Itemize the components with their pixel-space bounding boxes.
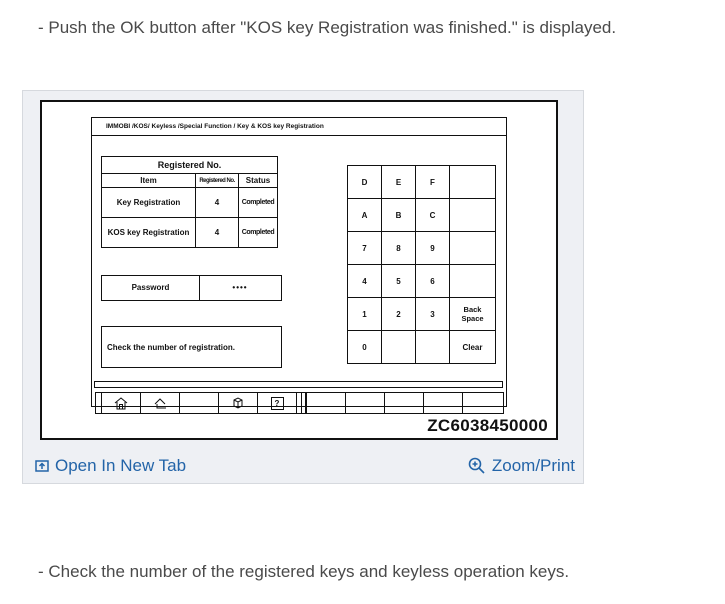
key-f[interactable]: F	[416, 166, 450, 199]
open-in-new-tab-label: Open In New Tab	[55, 456, 187, 475]
scroll-bar[interactable]	[94, 381, 503, 388]
key-blank[interactable]	[450, 265, 496, 298]
key-9[interactable]: 9	[416, 232, 450, 265]
header-item: Item	[102, 174, 196, 188]
zoom-print-label: Zoom/Print	[491, 456, 575, 475]
key-a[interactable]: A	[348, 199, 382, 232]
home-icon	[113, 396, 129, 410]
table-row	[102, 188, 278, 218]
row-status: Completed	[239, 188, 278, 218]
row-count: 4	[196, 188, 239, 218]
keypad	[347, 165, 496, 364]
row-item: KOS key Registration	[102, 218, 196, 248]
registered-table	[101, 156, 278, 248]
row-count: 4	[196, 218, 239, 248]
key-0[interactable]: 0	[348, 331, 382, 364]
key-b[interactable]: B	[382, 199, 416, 232]
up-icon	[152, 396, 168, 410]
header-registered-no: Registered No.	[196, 174, 239, 188]
key-blank[interactable]	[382, 331, 416, 364]
function-slot[interactable]	[462, 392, 504, 414]
function-slot[interactable]	[384, 392, 424, 414]
blank-button[interactable]	[179, 392, 219, 414]
instruction-step-check: - Check the number of the registered keys and keyless operation keys.	[38, 562, 570, 581]
breadcrumb: IMMOBI /KOS/ Keyless /Special Function / Key & KOS key Registration	[92, 118, 506, 136]
figure-frame	[40, 100, 558, 440]
password-value: ••••	[232, 283, 248, 292]
key-4[interactable]: 4	[348, 265, 382, 298]
key-2[interactable]: 2	[382, 298, 416, 331]
registered-title: Registered No.	[102, 157, 278, 174]
password-field[interactable]	[101, 275, 282, 301]
help-button[interactable]	[257, 392, 297, 414]
help-icon: ?	[271, 397, 284, 410]
function-slot[interactable]	[423, 392, 463, 414]
table-row	[102, 218, 278, 248]
function-slot[interactable]	[306, 392, 346, 414]
home-button[interactable]	[101, 392, 141, 414]
zoom-in-icon	[468, 457, 486, 475]
print-button[interactable]	[218, 392, 258, 414]
key-backspace[interactable]: Back Space	[450, 298, 496, 331]
open-new-tab-icon	[35, 459, 49, 473]
figure-code: ZC6038450000	[427, 416, 548, 435]
key-8[interactable]: 8	[382, 232, 416, 265]
key-1[interactable]: 1	[348, 298, 382, 331]
open-in-new-tab-link[interactable]	[35, 456, 186, 476]
key-e[interactable]: E	[382, 166, 416, 199]
key-clear[interactable]: Clear	[450, 331, 496, 364]
function-slot[interactable]	[345, 392, 385, 414]
instruction-step-ok: - Push the OK button after "KOS key Registration was finished." is displayed.	[38, 18, 617, 37]
row-status: Completed	[239, 218, 278, 248]
row-item: Key Registration	[102, 188, 196, 218]
key-5[interactable]: 5	[382, 265, 416, 298]
print-icon	[230, 396, 246, 410]
up-button[interactable]	[140, 392, 180, 414]
key-d[interactable]: D	[348, 166, 382, 199]
zoom-print-link[interactable]	[468, 456, 575, 476]
key-3[interactable]: 3	[416, 298, 450, 331]
key-c[interactable]: C	[416, 199, 450, 232]
header-status: Status	[239, 174, 278, 188]
password-label: Password	[102, 276, 200, 300]
key-blank[interactable]	[450, 232, 496, 265]
diagnostic-screen	[91, 117, 507, 407]
key-7[interactable]: 7	[348, 232, 382, 265]
key-6[interactable]: 6	[416, 265, 450, 298]
key-blank[interactable]	[450, 166, 496, 199]
key-blank[interactable]	[416, 331, 450, 364]
message-box: Check the number of registration.	[101, 326, 282, 368]
figure-card	[22, 90, 584, 484]
bottom-toolbar	[92, 392, 506, 418]
key-blank[interactable]	[450, 199, 496, 232]
